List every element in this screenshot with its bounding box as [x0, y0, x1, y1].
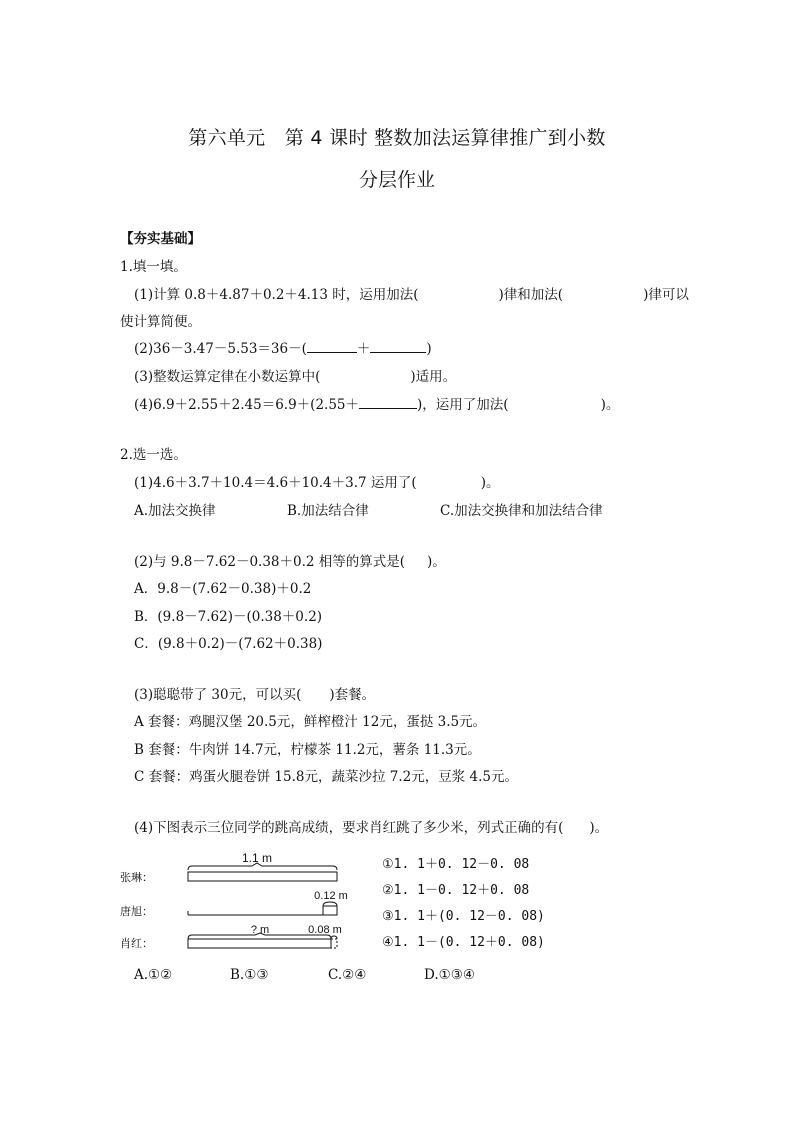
- segment-xiaohong: [188, 939, 331, 948]
- q2-heading: 2.选一选。: [120, 447, 187, 463]
- page-subtitle: 分层作业: [358, 169, 435, 191]
- q2-sub1-option-b[interactable]: B.加法结合律: [287, 503, 369, 519]
- q2-sub3-option-a[interactable]: A 套餐：鸡腿汉堡 20.5元，鲜榨橙汁 12元，蛋挞 3.5元。: [134, 714, 487, 730]
- q1-part3-text-a: (3)整数运算定律在小数运算中(: [134, 369, 321, 385]
- q2-sub2-option-a[interactable]: A．9.8－(7.62－0.38)＋0.2: [134, 581, 312, 597]
- q1-part3: [134, 368, 456, 386]
- q2-sub3-option-c[interactable]: C 套餐：鸡蛋火腿卷饼 15.8元，蔬菜沙拉 7.2元，豆浆 4.5元。: [134, 769, 518, 785]
- q1-part1-text-c: )律可以: [643, 287, 689, 303]
- brace-diff-012: [323, 902, 337, 906]
- label-name-zhanglin: 张琳：: [120, 871, 153, 884]
- q2-sub2-option-b[interactable]: B．(9.8－7.62)－(0.38＋0.2): [134, 609, 323, 625]
- q1-part2-blank1[interactable]: [307, 340, 357, 353]
- q1-part4-text-b: )，运用了加法(: [417, 397, 509, 413]
- q1-part4-blank1[interactable]: [359, 396, 417, 409]
- q2-sub1-stem-a: (1)4.6＋3.7＋10.4＝4.6＋10.4＋3.7 运用了(: [134, 475, 417, 491]
- jump-height-diagram: [120, 848, 370, 958]
- q2-sub1-stem: [134, 474, 499, 492]
- label-diff-008: 0.08 m: [308, 924, 342, 936]
- q2-sub4-answer-a[interactable]: A.①②: [134, 967, 173, 983]
- label-name-xiaohong: 肖红：: [120, 937, 153, 950]
- formula-option-2: ②1. 1－0. 12＋0. 08: [382, 883, 530, 898]
- q2-sub3-option-b[interactable]: B 套餐：牛肉饼 14.7元，柠檬茶 11.2元，薯条 11.3元。: [134, 742, 481, 758]
- q2-sub1-option-a[interactable]: A.加法交换律: [134, 503, 216, 519]
- q2-sub1-stem-b: )。: [480, 475, 500, 491]
- q1-part2-text-b: ＋: [356, 341, 371, 357]
- segment-tangxu-extra: [323, 906, 337, 915]
- label-diff-012: 0.12 m: [314, 890, 348, 902]
- q2-sub2-stem-b: )。: [427, 554, 446, 570]
- segment-xiaohong-missing: [331, 939, 337, 948]
- q2-sub4-stem: [134, 819, 608, 837]
- q2-sub3-stem-a: (3)聪聪带了 30元，可以买(: [134, 687, 302, 703]
- q2-sub2-stem-a: (2)与 9.8－7.62－0.38＋0.2 相等的算式是(: [134, 554, 406, 570]
- q1-part4-text-a: (4)6.9＋2.55＋2.45＝6.9＋(2.55＋: [134, 397, 360, 413]
- q1-part1-cont: 使计算简便。: [120, 314, 201, 330]
- q1-part2-text-a: (2)36－3.47－5.53＝36－(: [134, 341, 307, 357]
- q2-sub4-stem-a: (4)下图表示三位同学的跳高成绩，要求肖红跳了多少米，列式正确的有(: [134, 820, 564, 836]
- q1-heading: 1.填一填。: [120, 259, 187, 275]
- label-unknown: ? m: [250, 924, 270, 936]
- q2-sub2-stem: [134, 553, 446, 571]
- q1-part4: [134, 396, 619, 414]
- formula-option-1: ①1. 1＋0. 12－0. 08: [382, 857, 530, 872]
- q1-part2-text-c: ): [426, 341, 432, 357]
- label-name-tangxu: 唐旭：: [120, 905, 153, 918]
- section-heading: 【夯实基础】: [120, 231, 201, 247]
- q1-part1-text-a: (1)计算 0.8＋4.87＋0.2＋4.13 时，运用加法(: [134, 287, 419, 303]
- q1-part3-text-b: )适用。: [410, 369, 457, 385]
- q2-sub4-answer-d[interactable]: D.①③④: [424, 967, 475, 983]
- segment-zhanglin: [188, 872, 337, 881]
- label-total-height: 1.1 m: [241, 851, 273, 865]
- q2-sub2-option-c[interactable]: C．(9.8＋0.2)－(7.62＋0.38): [134, 636, 323, 652]
- q2-sub3-stem: [134, 686, 375, 704]
- q2-sub1-option-c[interactable]: C.加法交换律和加法结合律: [440, 503, 603, 519]
- q2-sub3-stem-b: )套餐。: [329, 687, 376, 703]
- page-title: 第六单元 第 4 课时 整数加法运算律推广到小数: [188, 127, 606, 149]
- q1-part2-blank2[interactable]: [370, 340, 426, 353]
- q1-part2: [134, 340, 432, 358]
- formula-option-3: ③1. 1＋(0. 12－0. 08): [382, 909, 545, 924]
- q1-part1-text-b: )律和加法(: [498, 287, 564, 303]
- formula-option-4: ④1. 1－(0. 12＋0. 08): [382, 935, 545, 950]
- q2-sub4-answer-b[interactable]: B.①③: [230, 967, 269, 983]
- q2-sub4-answer-c[interactable]: C.②④: [328, 967, 367, 983]
- q2-sub4-stem-b: )。: [589, 820, 609, 836]
- q1-part4-text-c: )。: [600, 397, 620, 413]
- q1-part1: [134, 286, 689, 304]
